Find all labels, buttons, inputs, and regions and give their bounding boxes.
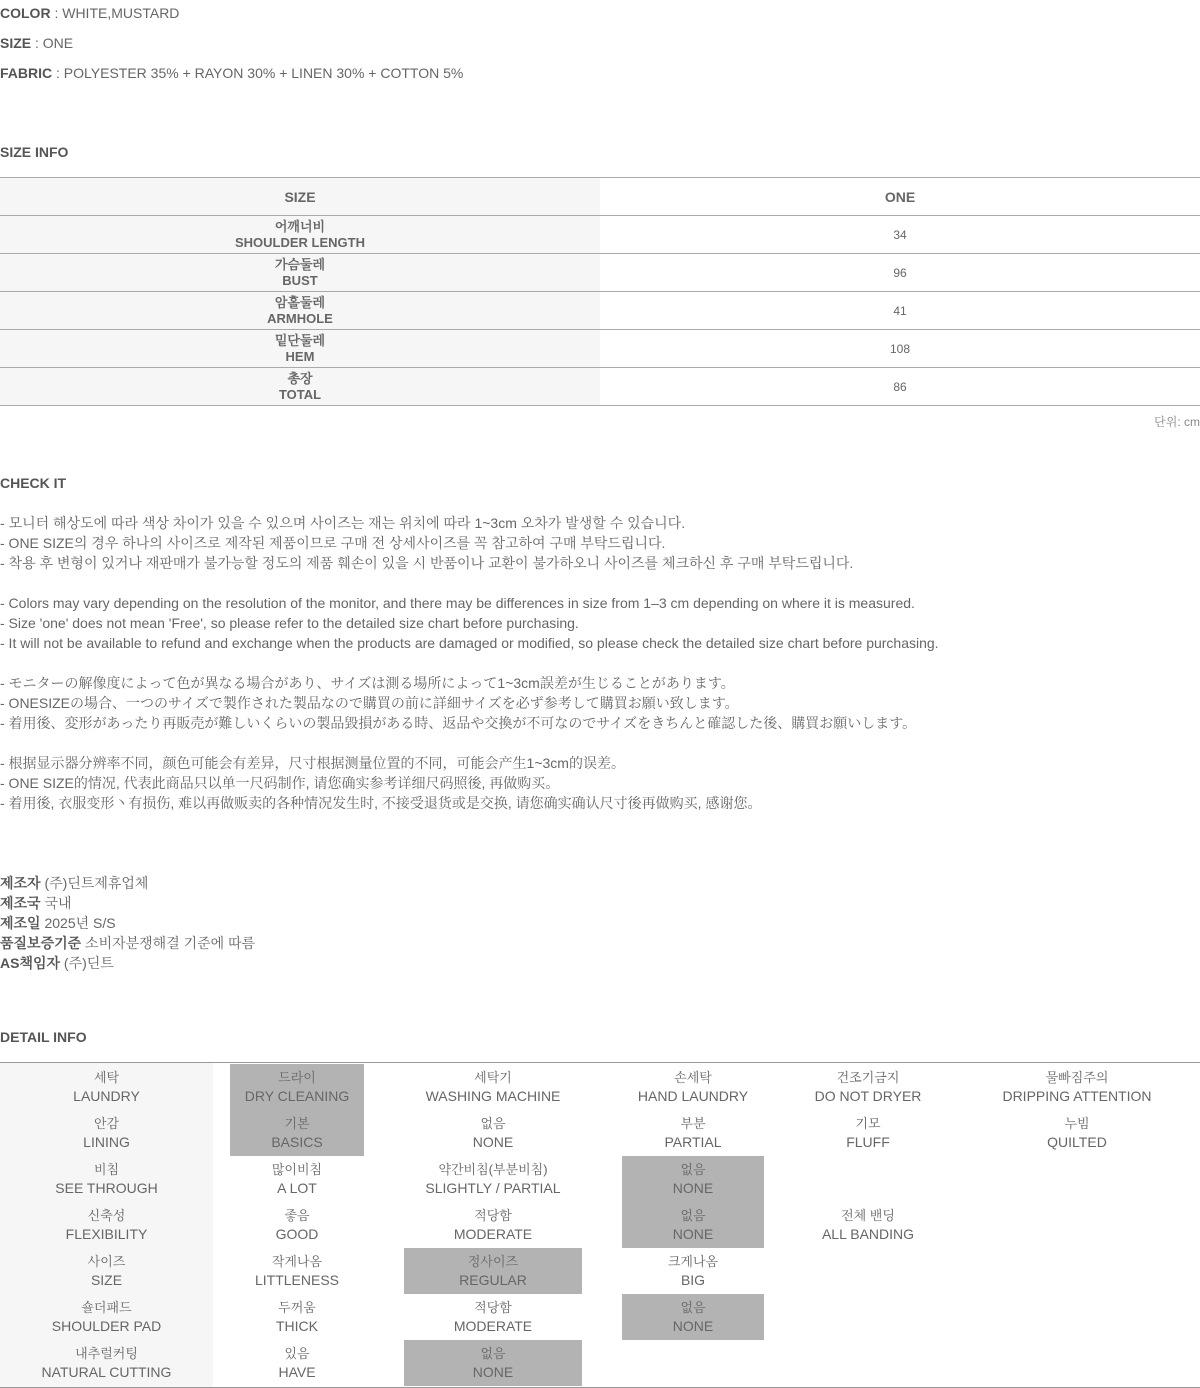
measure-en: BUST [282, 272, 318, 288]
detail-ko: 세탁 [93, 1070, 120, 1085]
maker-value: (주)딘트 [63, 955, 114, 971]
detail-en: ALL BANDING [821, 1226, 915, 1242]
maker-label: 제조자 [0, 875, 41, 891]
detail-en: HAVE [278, 1364, 316, 1380]
note-line: - ONE SIZE의 경우 하나의 사이즈로 제작된 제품이므로 구매 전 상세사이즈를 꼭 참고하여 구매 부탁드립니다. [0, 535, 666, 551]
table-row [0, 216, 1200, 254]
note-line: - ONE SIZE的情况, 代表此商品只以单一尺码制作, 请您确实参考详细尺码照後, 再做购买。 [0, 775, 560, 791]
detail-en: MODERATE [453, 1318, 533, 1334]
detail-option [780, 1202, 956, 1248]
measure-en: SHOULDER LENGTH [235, 234, 365, 250]
detail-ko: 드라이 [278, 1070, 316, 1085]
detail-ko: 없음 [680, 1208, 706, 1223]
detail-ko: 작게나옴 [271, 1254, 323, 1269]
detail-en: SIZE [90, 1272, 123, 1288]
spec-value: WHITE,MUSTARD [62, 5, 180, 21]
detail-option [622, 1248, 764, 1294]
detail-en: QUILTED [1047, 1134, 1107, 1150]
size-info-title: SIZE INFO [0, 144, 69, 160]
detail-option [230, 1064, 364, 1110]
measure-value: 86 [600, 368, 1200, 406]
measure-ko: 어깨너비 [274, 218, 326, 234]
note-line: - 착용 후 변형이 있거나 재판매가 불가능할 정도의 제품 훼손이 있을 시 반품이나 교환이 불가하오니 사이즈를 체크하신 후 구매 부탁드립니다. [0, 555, 854, 571]
detail-en: DRIPPING ATTENTION [1002, 1088, 1152, 1104]
detail-option [404, 1110, 582, 1156]
detail-option [622, 1202, 764, 1248]
detail-option [622, 1294, 764, 1340]
detail-grid [0, 1062, 1200, 1388]
detail-ko: 전체 밴딩 [841, 1208, 895, 1223]
detail-ko: 건조기금지 [836, 1070, 900, 1085]
detail-ko: 적당함 [474, 1300, 512, 1315]
detail-en: A LOT [277, 1180, 317, 1196]
detail-category [0, 1202, 213, 1248]
detail-option [622, 1156, 764, 1202]
detail-ko: 없음 [680, 1162, 706, 1177]
detail-en: NONE [672, 1226, 714, 1242]
detail-option [622, 1064, 764, 1110]
detail-option [780, 1064, 956, 1110]
note-line: - 着用後, 衣服变形丶有损伤, 难以再做贩卖的各种情况发生时, 不接受退货或是交换, 请您确实确认尺寸後再做购买, 感谢您。 [0, 795, 762, 811]
detail-en: HAND LAUNDRY [637, 1088, 749, 1104]
detail-option [404, 1202, 582, 1248]
spec-label: FABRIC [0, 65, 53, 81]
measure-value: 41 [600, 292, 1200, 330]
measure-label [0, 254, 600, 292]
detail-en: PARTIAL [664, 1134, 722, 1150]
detail-en: MODERATE [453, 1226, 533, 1242]
size-header-value: ONE [600, 178, 1200, 216]
maker-row [0, 893, 255, 913]
detail-option [975, 1110, 1179, 1156]
note-line: - 根据显示器分辨率不同，颜色可能会有差异，尺寸根据测量位置的不同，可能会产生1~3cm的误差。 [0, 755, 625, 771]
measure-ko: 암홀둘레 [274, 294, 326, 310]
detail-option [404, 1248, 582, 1294]
size-header-label: SIZE [0, 178, 600, 216]
detail-option [230, 1110, 364, 1156]
measure-ko: 가슴둘레 [274, 256, 326, 272]
detail-option [404, 1294, 582, 1340]
detail-ko: 사이즈 [87, 1254, 126, 1269]
detail-en: SEE THROUGH [55, 1180, 158, 1196]
note-line: - ONESIZEの場合、一つのサイズで製作された製品なので購買の前に詳細サイズを必ず参考して購買お願い致します。 [0, 695, 739, 711]
detail-category [0, 1294, 213, 1340]
size-unit: 단위: cm [1154, 415, 1200, 429]
table-row [0, 368, 1200, 406]
detail-en: LAUNDRY [73, 1088, 140, 1104]
detail-en: FLUFF [846, 1134, 890, 1150]
detail-ko: 안감 [93, 1116, 120, 1131]
detail-en: SLIGHTLY / PARTIAL [425, 1180, 561, 1196]
detail-en: BASICS [271, 1134, 323, 1150]
detail-option [622, 1110, 764, 1156]
detail-option [230, 1248, 364, 1294]
detail-ko: 기본 [284, 1116, 310, 1131]
note-line: - 모니터 해상도에 따라 색상 차이가 있을 수 있으며 사이즈는 재는 위치에 따라 1~3cm 오차가 발생할 수 있습니다. [0, 515, 686, 531]
maker-label: AS책임자 [0, 955, 61, 971]
detail-option [404, 1340, 582, 1386]
detail-category [0, 1248, 213, 1294]
table-row [0, 254, 1200, 292]
table-row [0, 178, 1200, 216]
detail-ko: 많이비침 [271, 1162, 323, 1177]
note-line: - Colors may vary depending on the resolution of the monitor, and there may be differences in size from 1–3 cm depending on where it is measured. [0, 595, 915, 611]
detail-ko: 내추럴커팅 [75, 1346, 138, 1361]
detail-en: BIG [680, 1272, 706, 1288]
spec-value: POLYESTER 35% + RAYON 30% + LINEN 30% + COTTON 5% [63, 65, 464, 81]
detail-ko: 숄더패드 [81, 1300, 132, 1315]
measure-en: ARMHOLE [267, 310, 333, 326]
maker-value: 소비자분쟁해결 기준에 따름 [85, 935, 256, 951]
measure-label [0, 330, 600, 368]
detail-en: THICK [276, 1318, 318, 1334]
maker-label: 제조일 [0, 915, 41, 931]
measure-value: 108 [600, 330, 1200, 368]
detail-en: NATURAL CUTTING [41, 1364, 172, 1380]
measure-value: 96 [600, 254, 1200, 292]
detail-ko: 없음 [480, 1346, 506, 1361]
note-line: - Size 'one' does not mean 'Free', so please refer to the detailed size chart before purchasing. [0, 615, 579, 631]
detail-ko: 누빔 [1064, 1116, 1090, 1131]
measure-label [0, 368, 600, 406]
detail-en: FLEXIBILITY [65, 1226, 148, 1242]
detail-ko: 정사이즈 [467, 1254, 519, 1269]
spec-value: ONE [42, 35, 74, 51]
note-line: - 着用後、変形があったり再販売が難しいくらいの製品毀損がある時、返品や交換が不可なのでサイズをきちんと確認した後、購買お願いします。 [0, 715, 917, 731]
maker-value: 2025년 S/S [44, 915, 116, 931]
detail-option [404, 1156, 582, 1202]
size-table [0, 177, 1200, 406]
spec-size: SIZE : ONE [0, 35, 74, 51]
maker-value: 국내 [44, 895, 72, 911]
detail-category [0, 1340, 213, 1386]
maker-row [0, 953, 255, 973]
maker-row [0, 913, 255, 933]
note-line: - It will not be available to refund and exchange when the products are damaged or modified, so please check the detailed size chart before purchasing. [0, 635, 939, 651]
detail-en: NONE [672, 1318, 714, 1334]
detail-en: LITTLENESS [254, 1272, 340, 1288]
spec-color: COLOR : WHITE,MUSTARD [0, 5, 180, 21]
detail-ko: 없음 [480, 1116, 506, 1131]
spec-fabric: FABRIC : POLYESTER 35% + RAYON 30% + LINEN 30% + COTTON 5% [0, 65, 464, 81]
detail-ko: 두꺼움 [278, 1300, 316, 1315]
detail-ko: 있음 [284, 1346, 310, 1361]
detail-option [230, 1340, 364, 1386]
measure-en: TOTAL [278, 386, 322, 402]
detail-category [0, 1110, 213, 1156]
maker-info [0, 873, 255, 973]
detail-ko: 물빠짐주의 [1045, 1070, 1109, 1085]
detail-option [404, 1064, 582, 1110]
detail-option [230, 1156, 364, 1202]
spec-label: COLOR [0, 5, 51, 21]
measure-ko: 총장 [287, 370, 313, 386]
detail-en: LINING [83, 1134, 130, 1150]
measure-label [0, 292, 600, 330]
detail-ko: 크게나옴 [667, 1254, 719, 1269]
detail-en: DRY CLEANING [244, 1088, 350, 1104]
maker-label: 품질보증기준 [0, 935, 82, 951]
table-row [0, 330, 1200, 368]
table-row [0, 292, 1200, 330]
detail-ko: 기모 [855, 1116, 881, 1131]
measure-en: HEM [285, 348, 315, 364]
detail-en: REGULAR [459, 1272, 527, 1288]
detail-en: DO NOT DRYER [814, 1088, 922, 1104]
detail-option [780, 1110, 956, 1156]
detail-en: NONE [672, 1180, 714, 1196]
detail-ko: 없음 [680, 1300, 706, 1315]
detail-option [230, 1294, 364, 1340]
detail-category [0, 1156, 213, 1202]
check-it-notes [0, 513, 939, 813]
detail-option [230, 1202, 364, 1248]
detail-info-title: DETAIL INFO [0, 1029, 87, 1045]
detail-en: NONE [472, 1364, 514, 1380]
measure-label [0, 216, 600, 254]
detail-category [0, 1064, 213, 1110]
detail-en: SHOULDER PAD [51, 1318, 162, 1334]
detail-option [975, 1064, 1179, 1110]
detail-ko: 손세탁 [674, 1070, 712, 1085]
detail-ko: 신축성 [87, 1208, 126, 1223]
note-line: - モニターの解像度によって色が異なる場合があり、サイズは測る場所によって1~3cm誤差が生じることがあります。 [0, 675, 735, 691]
detail-en: NONE [472, 1134, 514, 1150]
maker-label: 제조국 [0, 895, 41, 911]
measure-ko: 밑단둘레 [274, 332, 326, 348]
detail-ko: 약간비침(부분비침) [438, 1162, 548, 1177]
detail-ko: 부분 [680, 1116, 706, 1131]
spec-label: SIZE [0, 35, 32, 51]
maker-row [0, 933, 255, 953]
measure-value: 34 [600, 216, 1200, 254]
detail-ko: 비침 [93, 1162, 120, 1177]
detail-en: GOOD [275, 1226, 319, 1242]
maker-row [0, 873, 255, 893]
detail-en: WASHING MACHINE [425, 1088, 561, 1104]
check-it-title: CHECK IT [0, 475, 67, 491]
detail-ko: 세탁기 [474, 1070, 512, 1085]
detail-ko: 적당함 [474, 1208, 512, 1223]
detail-ko: 좋음 [284, 1208, 310, 1223]
maker-value: (주)딘트제휴업체 [44, 875, 149, 891]
